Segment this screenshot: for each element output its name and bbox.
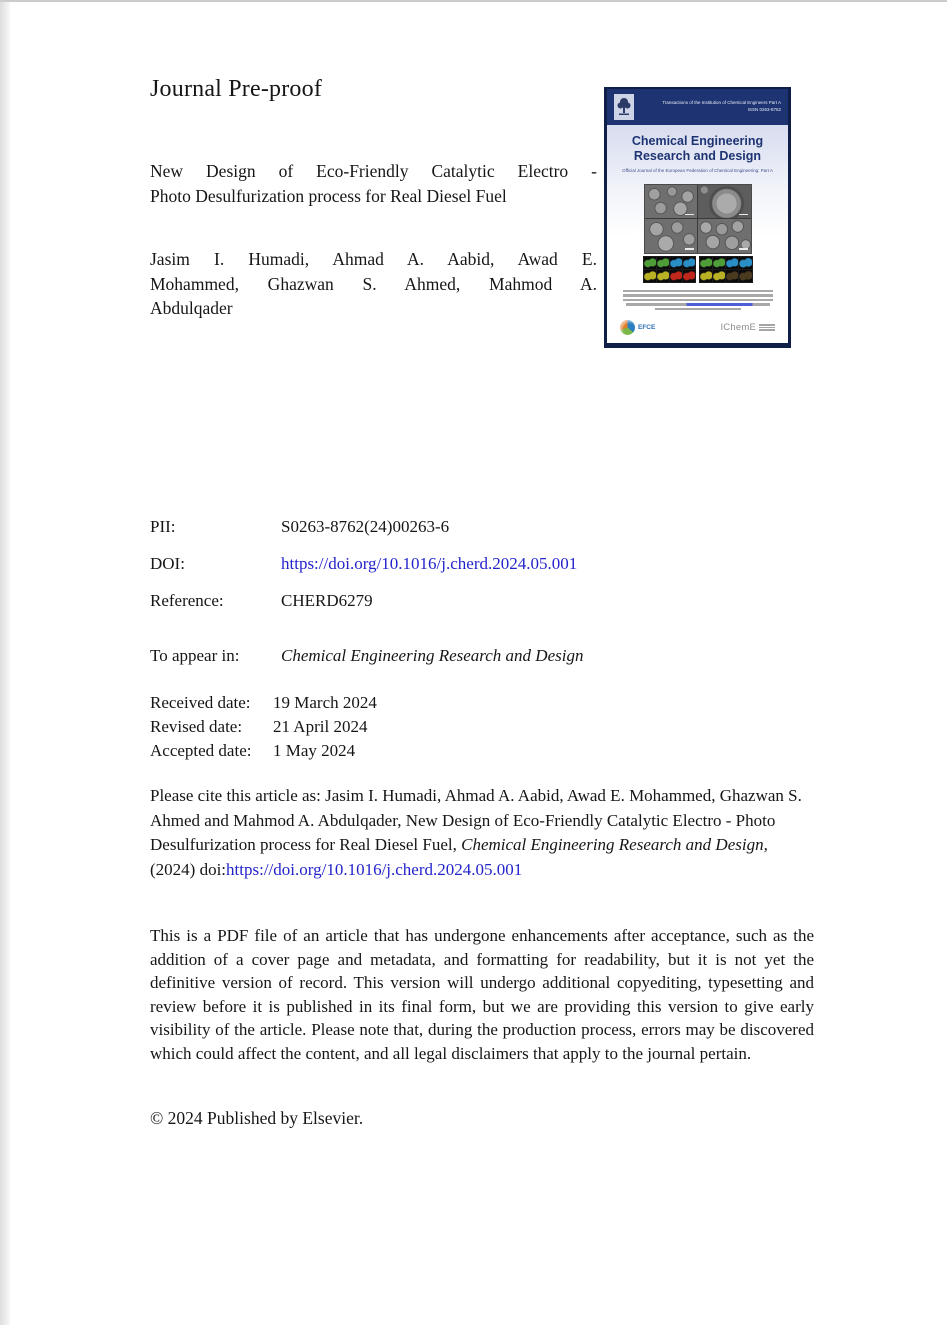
cover-journal-subtitle: Official Journal of the European Federation of Chemical Engineering: Part A [622,167,773,173]
cover-logos-row [607,312,788,335]
icheme-label: IChemE [720,322,756,333]
author-list [150,247,597,321]
doi-link[interactable]: https://doi.org/10.1016/j.cherd.2024.05.001 [281,554,578,573]
fluoro-cell [726,257,738,269]
fluoro-cell [700,257,712,269]
sem-micrograph-panel [698,185,751,219]
pii-row [150,517,449,537]
article-title-line1: New Design of Eco-Friendly Catalytic Electro - [150,161,597,181]
elsevier-tree-glyph [617,97,631,117]
journal-cover-image [604,87,791,348]
pii-value: S0263-8762(24)00263-6 [281,517,450,536]
fluoro-cell [670,257,682,269]
cover-issn-line: ISSN 0263-8762 [747,107,781,112]
sem-micrograph-grid [644,184,752,254]
cover-caption-text [622,290,774,311]
reference-row [150,591,373,611]
reference-value: CHERD6279 [281,591,373,610]
citation-doi-link[interactable]: https://doi.org/10.1016/j.cherd.2024.05.001 [226,859,523,879]
to-appear-row [150,646,583,666]
fluoro-cell [657,270,669,282]
cover-transactions-line: Transactions of the Institution of Chemical Engineers Part A [662,100,781,106]
author-line3: Abdulqader [150,298,233,318]
efce-globe-icon [620,320,635,335]
fluorescence-image-grid [643,256,753,283]
fluoro-cell [713,257,725,269]
cover-caption-line [623,294,773,297]
cover-title-band [607,125,788,173]
cover-header-band [607,89,788,125]
journal-preproof-heading: Journal Pre-proof [150,76,323,102]
doi-label: DOI: [150,554,185,573]
revised-date-row [150,717,367,737]
fluoro-cell [683,257,695,269]
citation-paragraph [150,784,812,882]
cover-journal-title [616,134,779,164]
author-line1: Jasim I. Humadi, Ahmad A. Aabid, Awad E. [150,249,597,269]
cover-caption-line [623,290,773,293]
icheme-logo [720,322,775,333]
article-title [150,159,597,208]
fluoro-cell [713,270,725,282]
fluoro-cell [739,270,751,282]
fluoro-cell [726,270,738,282]
revised-date-label: Revised date: [150,717,243,736]
to-appear-value: Chemical Engineering Research and Design [281,646,584,665]
elsevier-tree-icon [614,94,634,120]
disclaimer-paragraph: This is a PDF file of an article that has undergone enhancements after acceptance, such as the addition of a cover page and metadata, and formatting for readability, but it is not yet the definitive version of record. This version will undergo additional copyediting, typesetting and review before it is published in its final form, but we are providing this version to give early visibility of the article. Please note that, during the production process, errors may be discovered which could affect the content, and all legal disclaimers that apply to the journal pertain. [150,926,814,1063]
fluoro-cell [657,257,669,269]
sem-micrograph-panel [698,219,751,253]
page-edge-gutter [0,2,10,1325]
citation-year: (2024) [150,859,200,879]
received-date-value: 19 March 2024 [273,693,377,712]
accepted-date-label: Accepted date: [150,741,252,760]
fluoro-cell [700,270,712,282]
accepted-date-row [150,741,355,761]
received-date-label: Received date: [150,693,251,712]
efce-label: EFCE [638,324,656,331]
fluoro-half [643,256,697,283]
cover-journal-title-line2: Research and Design [633,148,762,163]
copyright-line: © 2024 Published by Elsevier. [150,1108,364,1128]
citation-doi-label: doi: [199,859,227,879]
citation-journal-name: Chemical Engineering Research and Design, [461,835,768,854]
doi-row [150,554,577,574]
fluoro-cell [683,270,695,282]
article-title-line2: Photo Desulfurization process for Real Diesel Fuel [150,185,507,206]
citation-prefix: Please cite this article as: Jasim I. Humadi, Ahmad A. Aabid, Awad E. Mohammed, Ghazwan S. Ahmed and Mahmod A. Abdulqader, New Design of Eco-Friendly Catalytic Electro - Photo Desulfurization process for Real Diesel Fuel, [150,786,802,854]
cover-transactions-text [662,100,781,114]
received-date-row [150,693,377,713]
fluoro-cell [670,270,682,282]
pii-label: PII: [150,517,176,536]
sem-micrograph-panel [645,185,698,219]
fluoro-cell [644,270,656,282]
revised-date-value: 21 April 2024 [273,717,368,736]
window-top-border [0,0,947,2]
accepted-date-value: 1 May 2024 [273,741,356,760]
author-line2: Mohammed, Ghazwan S. Ahmed, Mahmod A. [150,273,597,294]
cover-caption-line [623,299,773,302]
fluoro-cell [739,257,751,269]
cover-journal-title-line1: Chemical Engineering [631,134,764,148]
reference-label: Reference: [150,591,224,610]
to-appear-label: To appear in: [150,646,240,665]
efce-logo [620,320,655,335]
cover-caption-line [655,308,741,311]
sem-micrograph-panel [645,219,698,253]
fluoro-half [699,256,753,283]
icheme-tagline-lines [759,323,775,332]
cover-caption-line [626,303,770,306]
fluoro-cell [644,257,656,269]
